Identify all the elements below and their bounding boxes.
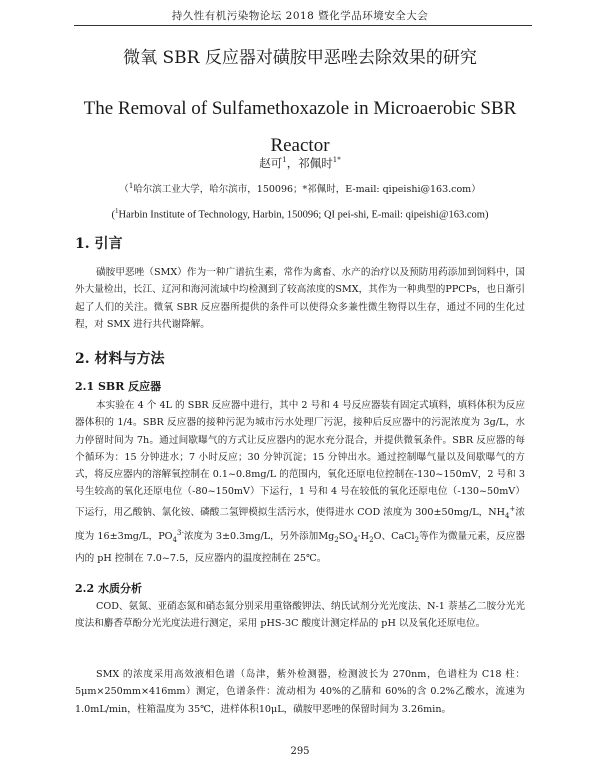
author-line bbox=[0, 155, 600, 171]
water-analysis-paragraph: COD、氨氮、亚硝态氮和硝态氮分别采用重铬酸钾法、纳氏试剂分光光度法、N-1 萘基乙二胺分光光度法和麝香草酚分光光度法进行测定，采用 pHS-3C 酸度计测定样品的 pH 以及氧化还原电位。 bbox=[75, 601, 525, 630]
title-chinese: 微氧 SBR 反应器对磺胺甲恶唑去除效果的研究 bbox=[123, 48, 477, 68]
affil-bracket: ( bbox=[111, 209, 116, 221]
author-name: 赵可 bbox=[259, 156, 283, 170]
section-heading-methods: 2. 材料与方法 bbox=[75, 351, 165, 367]
affil-bracket: ） bbox=[471, 184, 481, 195]
author-separator: ， bbox=[286, 156, 299, 170]
header-rule bbox=[74, 25, 532, 26]
affil-mark: 1 bbox=[128, 181, 134, 190]
section-heading-intro: 1. 引言 bbox=[75, 236, 123, 252]
author-affil-mark: 1 bbox=[282, 156, 287, 165]
subsection-heading-sbr: 2.1 SBR 反应器 bbox=[75, 380, 162, 393]
affil-text: 哈尔滨工业大学，哈尔滨市，150096；*祁佩时，E-mail: qipeishi@163.com bbox=[133, 184, 472, 195]
sbr-paragraph: 本实验在 4 个 4L 的 SBR 反应器中进行，其中 2 号和 4 号反应器装有固定式填料，填料体积为反应器体积的 1/4。SBR 反应器的接种污泥为城市污水处理厂污泥，接种后反应器中的污泥浓度为 3g/L，水力停留时间为 7h。通过间歇曝气的方式让反应器内的泥水充分混合，并提供微氧条件。SBR 反应器的每个循环为：15 分钟进水；7 小时反应；30 分钟沉淀；15 分钟出水。通过控制曝气量以及间歇曝气的方式，将反应器内的溶解氧控制在 0.1~0.8mg/L 的范围内，氧化还原电位控制在-130~150mV，2 号和 3 号生较高的氧化还原电位（-80~150mV）下运行，1 号和 4 号在较低的氧化还原电位（-130~50mV）下运行，用乙酸钠、氯化铵、磷酸二氢钾模拟生活污水，使得进水 COD 浓度为 300±50mg/L，$NH_4^+$浓度为 16±3mg/L，$PO_4^{3-}$浓度为 3±0.3mg/L，另外添加$Mg_2SO_4\cdot H_2O$、CaCl$_2$等作为微量元素，反应器内的 pH 控制在 7.0~7.5，反应器内的温度控制在 25℃。 bbox=[75, 400, 526, 564]
affiliation-chinese bbox=[0, 181, 600, 195]
author-affil-mark: 1* bbox=[332, 156, 341, 165]
smx-hplc-paragraph: SMX 的浓度采用高效液相色谱（岛津，紫外检测器，检测波长为 270nm，色谱柱为 C18 柱：5μm×250mm×416mm）测定，色谱条件：流动相为 40%的乙腈和 60%的含 0.2%乙酸水，流速为 1.0mL/min，柱箱温度为 35℃，进样体积10μL，磺胺甲恶唑的保留时间为 3.26min。 bbox=[75, 669, 525, 715]
title-english: The Removal of Sulfamethoxazole in Microaerobic SBR Reactor bbox=[83, 98, 517, 156]
affiliation-english bbox=[0, 207, 600, 221]
affil-mark: 1 bbox=[115, 207, 119, 215]
author-name: 祁佩时 bbox=[298, 156, 333, 170]
page-number: 295 bbox=[290, 746, 310, 757]
intro-paragraph: 磺胺甲恶唑（SMX）作为一种广谱抗生素，常作为禽畜、水产的治疗以及预防用药添加到饲料中，国外大量检出，长江、辽河和海河流域中均检测到了较高浓度的SMX，其作为一种典型的PPCPs，也日渐引起了人们的关注。微氧 SBR 反应器所提供的条件可以使得众多兼性微生物得以生存，通过不同的生化过程，对 SMX 进行共代谢降解。 bbox=[75, 267, 525, 330]
affil-text: Harbin Institute of Technology, Harbin, 150096; QI pei-shi, E-mail: qipeishi@163.com bbox=[118, 209, 485, 221]
affil-bracket: ) bbox=[484, 209, 489, 221]
running-header: 持久性有机污染物论坛 2018 暨化学品环境安全大会 bbox=[171, 10, 429, 22]
subsection-heading-water-quality: 2.2 水质分析 bbox=[75, 582, 142, 595]
affil-bracket: （ bbox=[119, 184, 129, 195]
